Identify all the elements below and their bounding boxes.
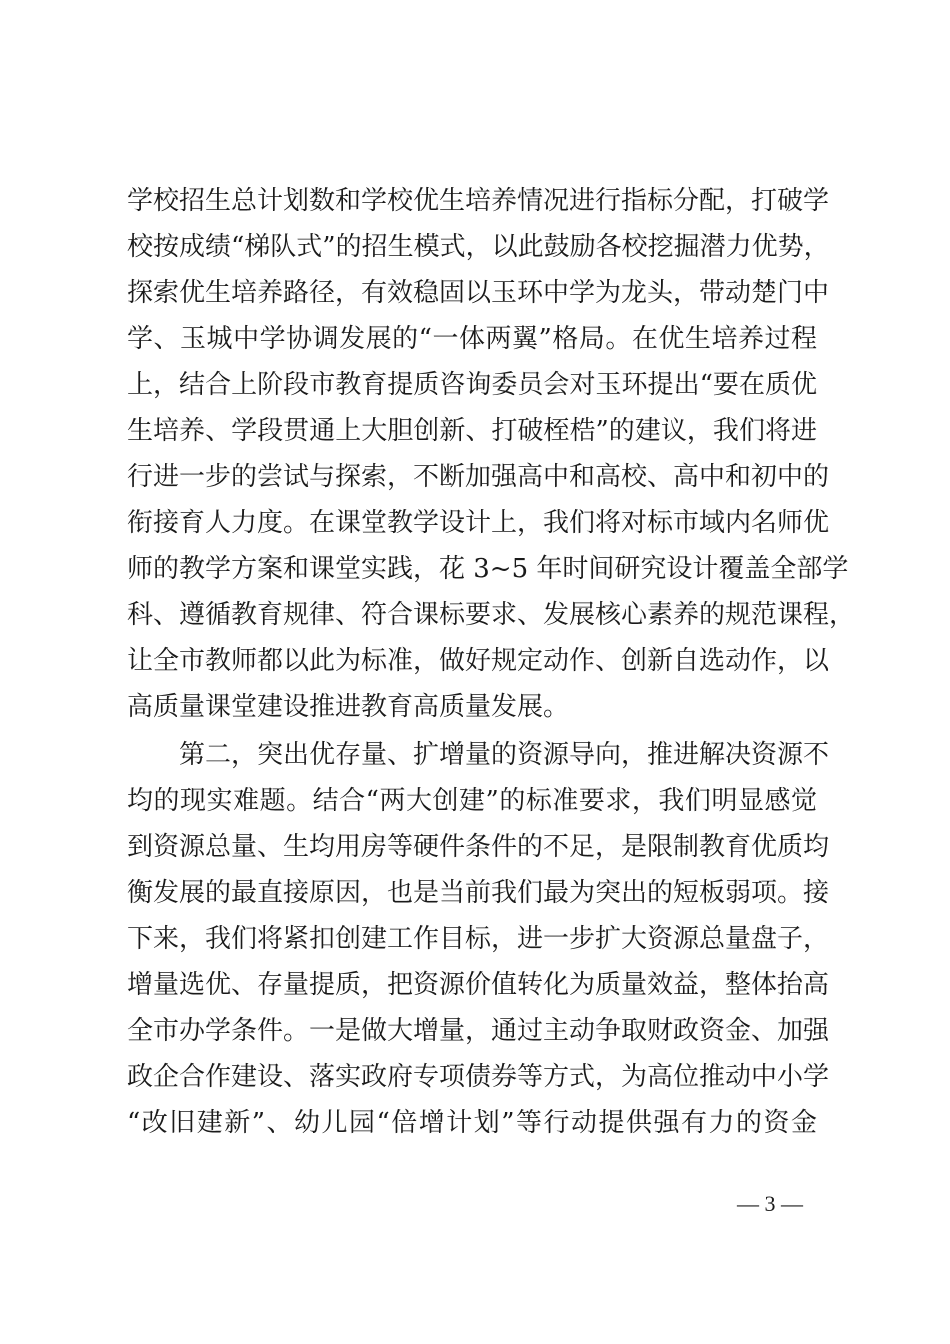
text-line: 学、玉城中学协调发展的“一体两翼”格局。在优生培养过程 — [127, 324, 817, 354]
text-line: 科、遵循教育规律、符合课标要求、发展核心素养的规范课程， — [127, 600, 856, 630]
text-line: 第二，突出优存量、扩增量的资源导向，推进解决资源不 — [179, 740, 830, 770]
text-line: 到资源总量、生均用房等硬件条件的不足，是限制教育优质均 — [127, 832, 830, 862]
text-line: 师的教学方案和课堂实践，花 3~5 年时间研究设计覆盖全部学 — [127, 554, 849, 584]
text-line: 让全市教师都以此为标准，做好规定动作、创新自选动作，以 — [127, 646, 830, 676]
text-line: 校按成绩“梯队式”的招生模式，以此鼓励各校挖掘潜力优势， — [127, 232, 830, 262]
text-line: 学校招生总计划数和学校优生培养情况进行指标分配，打破学 — [127, 186, 830, 216]
text-line: 行进一步的尝试与探索，不断加强高中和高校、高中和初中的 — [127, 462, 830, 492]
text-line: 高质量课堂建设推进教育高质量发展。 — [127, 692, 570, 722]
text-line: 均的现实难题。结合“两大创建”的标准要求，我们明显感觉 — [127, 786, 817, 816]
text-line: 衡发展的最直接原因，也是当前我们最为突出的短板弱项。接 — [127, 878, 830, 908]
text-line: 生培养、学段贯通上大胆创新、打破桎梏”的建议，我们将进 — [127, 416, 817, 446]
text-line: 衔接育人力度。在课堂教学设计上，我们将对标市域内名师优 — [127, 508, 830, 538]
text-line: 下来，我们将紧扣创建工作目标，进一步扩大资源总量盘子， — [127, 924, 830, 954]
text-line: 全市办学条件。一是做大增量，通过主动争取财政资金、加强 — [127, 1016, 830, 1046]
text-line: 增量选优、存量提质，把资源价值转化为质量效益，整体抬高 — [127, 970, 830, 1000]
text-line: 政企合作建设、落实政府专项债券等方式，为高位推动中小学 — [127, 1062, 830, 1092]
text-line: “改旧建新”、幼儿园“倍增计划”等行动提供强有力的资金 — [127, 1108, 817, 1138]
page-number: — 3 — — [737, 1191, 803, 1216]
text-line: 探索优生培养路径，有效稳固以玉环中学为龙头，带动楚门中 — [127, 278, 830, 308]
text-line: 上，结合上阶段市教育提质咨询委员会对玉环提出“要在质优 — [127, 370, 817, 400]
